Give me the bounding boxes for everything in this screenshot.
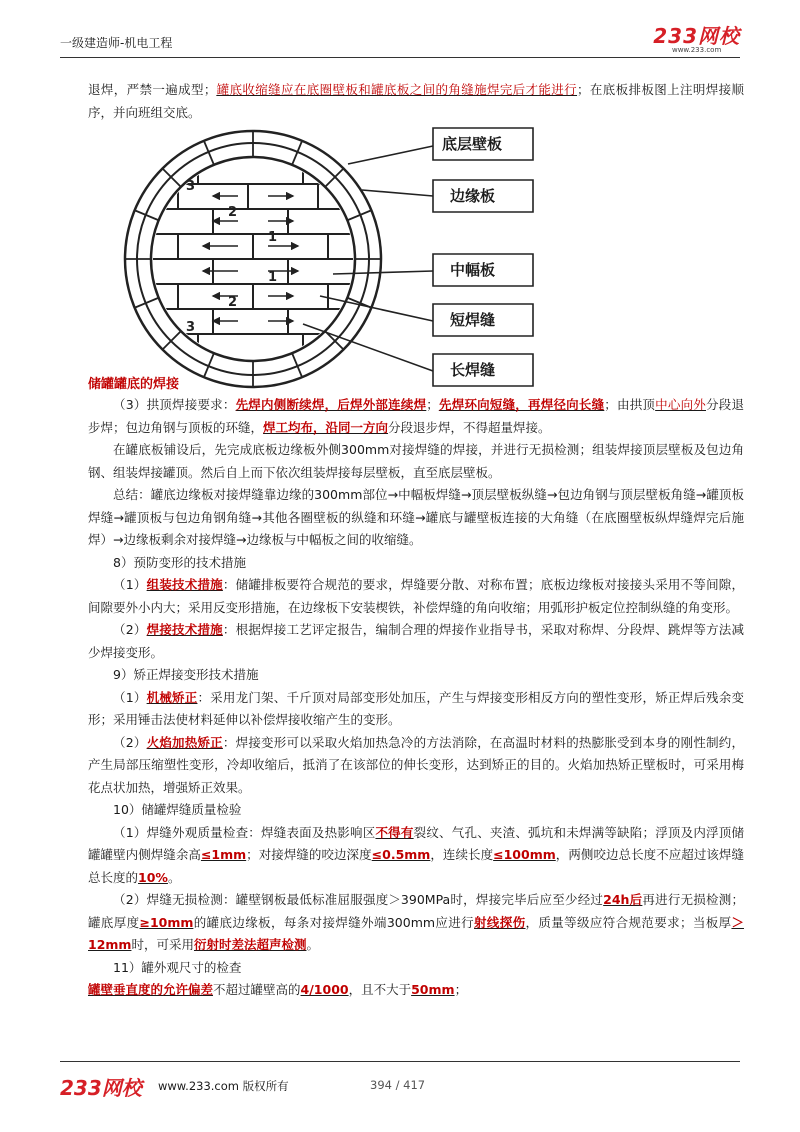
sequence-number: 1 [268,230,278,245]
footer-copyright: www.233.com 版权所有 [158,1079,289,1093]
text: 裂纹、气孔、夹渣、弧坑和未焊满等缺陷；浮顶及内浮顶储罐罐壁内侧焊缝余高 [88,824,744,862]
paragraph [88,822,744,890]
key-point: 不得有 [375,824,414,840]
key-point: 焊接技术措施 [146,622,223,637]
key-point: 射线探伤 [474,914,526,930]
text: ； [426,397,439,412]
key-point: 组装技术措施 [146,577,223,592]
text: ：根据焊接工艺评定报告，编制合理的焊接作业指导书，采取对称焊、分段焊、跳焊等方法减少焊接变形。 [88,622,744,660]
page-number: 394 / 417 [370,1078,426,1092]
text: ； [454,982,468,997]
sequence-number: 2 [228,205,238,220]
key-point: 24h后 [603,892,643,907]
key-point: 机械矫正 [146,689,198,705]
key-point: ≤0.5mm [371,847,431,862]
section-heading: 11）罐外观尺寸的检查 [113,959,242,975]
paragraph [88,732,744,800]
text: （2） [113,734,147,750]
paragraph [88,79,744,124]
text: ，且不大于 [348,982,412,997]
paragraph: 在罐底板铺设后，先完成底板边缘板外侧300mm对接焊缝的焊接，并进行无损检测；组装焊接顶层壁板及包边角钢、组装焊接罐顶。然后自上而下依次组装焊接每层壁板，直至底层壁板。 [88,442,744,480]
text: ；由拱顶 [604,397,656,412]
logo-text: 233网校 [653,24,740,48]
sequence-number: 3 [186,320,196,335]
key-point: 衍射时差法超声检测 [193,937,307,952]
paragraph [88,394,744,439]
paragraph [88,889,744,957]
text: ；对接焊缝的咬边深度 [246,847,372,862]
text: ：焊接变形可以采取火焰加热急冷的方法消除，在高温时材料的热膨胀受到本身的刚性制约，产生局部压缩塑性变形，冷却收缩后，抵消了在该部位的伸长变形，达到矫正的目的。火焰加热矫正壁板时，可采用梅花点状加热，增强矫正效果。 [88,734,744,795]
section-heading: 9）矫正焊接变形技术措施 [113,667,259,682]
label-long-seam: 长焊缝 [450,359,495,382]
text: （2） [113,622,147,637]
page-footer [60,1066,740,1106]
key-point: ≤1mm [200,847,247,862]
key-point: 先焊环向短缝，再焊径向长缝 [438,397,605,412]
text: （2）焊缝无损检测：罐壁钢板最低标准屈服强度＞390MPa时，焊接完毕后应至少经过 [113,892,604,907]
text: （1） [113,689,147,705]
tank-bottom-welding-figure [88,124,744,394]
text: ，两侧咬边总长度不应超过该焊缝总长度的 [88,847,744,885]
key-point: 4/1000 [300,982,349,997]
section-heading: 10）储罐焊缝质量检验 [113,802,242,817]
text: ：采用龙门架、千斤顶对局部变形处加压，产生与焊接变形相反方向的塑性变形，矫正焊后残余变形；采用锤击法使材料延伸以补偿焊接收缩产生的变形。 [88,689,744,727]
key-point: 中心向外 [655,397,707,412]
text: 的罐底边缘板，每条对接焊缝外端300mm应进行 [193,914,475,930]
sequence-number: 1 [268,270,278,285]
footer-divider [60,1061,740,1062]
text: 。 [167,869,181,885]
key-point: 50mm [411,982,455,997]
paragraph [88,687,744,732]
text: 。 [306,937,319,952]
text: （1） [113,577,147,592]
header-title: 一级建造师-机电工程 [60,36,173,50]
key-point: 火焰加热矫正 [146,734,223,750]
text: ，连续长度 [430,847,494,862]
section-heading: 8）预防变形的技术措施 [113,554,246,570]
paragraph [88,979,744,1002]
header-divider [60,57,740,58]
label-short-seam: 短焊缝 [450,309,495,332]
key-point: 10% [138,869,168,885]
paragraph [88,619,744,664]
text: 退焊，严禁一遍成型； [88,82,217,97]
brand-logo[interactable] [653,20,740,54]
tank-bottom-diagram [88,124,744,394]
logo-url: www.233.com [671,46,722,54]
text: 时，可采用 [131,937,194,952]
text: ；在底板排板图上注明焊接顺序，并向班组交底。 [88,82,744,120]
document-body [88,79,744,1002]
footer-logo[interactable]: 233网校 [60,1076,142,1100]
key-point: 罐底收缩缝应在底圈壁板和罐底板之间的角缝施焊完后才能进行 [216,82,578,97]
sequence-number: 3 [186,179,196,194]
text: 再进行无损检测；罐底厚度 [88,892,744,930]
key-point: 先焊内侧断续焊，后焊外部连续焊 [235,397,427,412]
key-point: ≤100mm [493,847,556,862]
text: （1）焊缝外观质量检查：焊缝表面及热影响区 [113,824,376,840]
summary-paragraph: 总结：罐底边缘板对接焊缝靠边缘的300mm部位→中幅板焊缝→顶层壁板纵缝→包边角钢与顶层壁板角缝→罐顶板焊缝→罐顶板与包边角钢角缝→其他各圈壁板的纵缝和环缝→罐底与罐壁板连接的大角缝（在底圈壁板纵焊缝焊完后施焊）→边缘板剩余对接焊缝→边缘板与中幅板之间的收缩缝。 [88,487,744,547]
text: （3）拱顶焊接要求： [113,397,236,412]
paragraph [88,574,744,619]
key-point: ＞12mm [88,914,744,952]
label-annular-plate: 边缘板 [450,185,495,208]
key-point: ≥10mm [139,914,194,930]
text: ：储罐排板要符合规范的要求，焊缝要分散、对称布置；底板边缘板对接接头采用不等间隙，间隙要外小内大；采用反变形措施，在边缘板下安装楔铁，补偿焊缝的角向收缩；用弧形护板定位控制纵缝的角变形。 [88,577,744,615]
key-point: 焊工均布，沿同一方向 [263,419,389,435]
figure-caption: 储罐罐底的焊接 [88,377,180,392]
key-point: 罐壁垂直度的允许偏差 [88,982,214,997]
label-bottom-shell-plate: 底层壁板 [442,133,502,156]
text: 分段退步焊；包边角钢与顶板的环缝， [88,397,744,435]
sequence-number: 2 [228,295,238,310]
text: 不超过罐壁高的 [213,982,301,997]
label-middle-plate: 中幅板 [450,259,495,282]
text: 分段退步焊，不得超量焊接。 [388,419,551,435]
page-header [60,18,740,54]
text: ，质量等级应符合规范要求；当板厚 [525,914,732,930]
